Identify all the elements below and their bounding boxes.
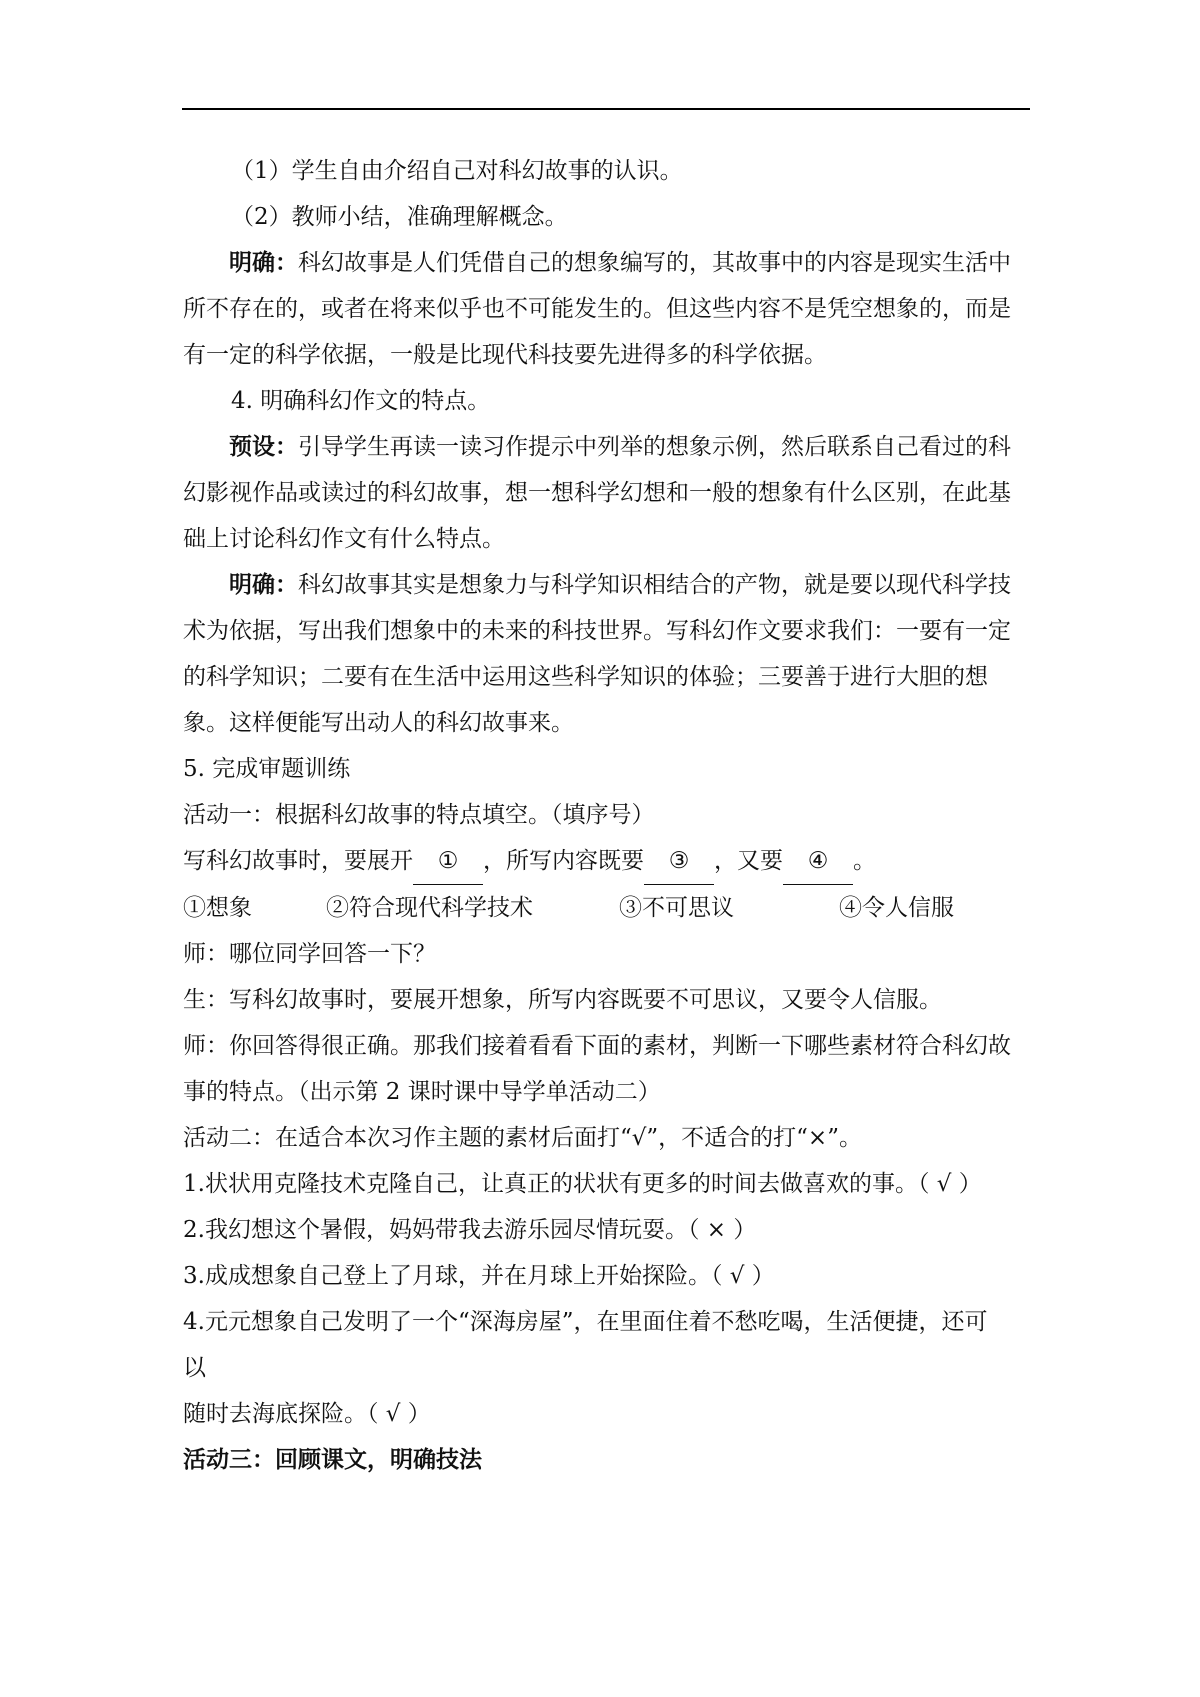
fill-text: ，所写内容既要: [483, 848, 644, 874]
option-4: ④令人信服: [839, 895, 954, 921]
preset-text: 引导学生再读一读习作提示中列举的想象示例，然后联系自己看过的科幻影视作品或读过的科幻故事，想一想科学幻想和一般的想象有什么区别，在此基础上讨论科幻作文有什么特点。: [183, 434, 1011, 552]
fill-blank-sentence: [183, 838, 1031, 885]
option-2: ②符合现代科学技术: [326, 895, 533, 921]
clarify-text: 科幻故事其实是想象力与科学知识相结合的产物，就是要以现代科学技术为依据，写出我们想象中的未来的科技世界。写科幻作文要求我们：一要有一定的科学知识；二要有在生活中运用这些科学知识的体验；三要善于进行大胆的想象。这样便能写出动人的科幻故事来。: [183, 572, 1011, 736]
clarify-paragraph-1: [183, 240, 1031, 378]
step-1-line: （1）学生自由介绍自己对科幻故事的认识。: [231, 158, 683, 184]
teacher-question: 师：哪位同学回答一下？: [183, 941, 436, 967]
fill-text: ，又要: [714, 848, 783, 874]
clarify-paragraph-2: [183, 562, 1031, 746]
preset-paragraph: [183, 424, 1031, 562]
options-row: [183, 885, 1031, 931]
student-answer: 生：写科幻故事时，要展开想象，所写内容既要不可思议，又要令人信服。: [183, 987, 942, 1013]
option-1: ①想象: [183, 895, 252, 921]
clarify-label: 明确：: [229, 249, 298, 276]
preset-label: 预设：: [229, 433, 298, 460]
fill-text: 。: [853, 848, 876, 874]
activity-3-title: 活动三：回顾课文，明确技法: [183, 1446, 482, 1473]
clarify-text: 科幻故事是人们凭借自己的想象编写的，其故事中的内容是现实生活中所不存在的，或者在将来似乎也不可能发生的。但这些内容不是凭空想象的，而是有一定的科学依据，一般是比现代科技要先进得多的科学依据。: [183, 250, 1011, 368]
activity-2-title: 活动二：在适合本次习作主题的素材后面打“√”，不适合的打“×”。: [183, 1125, 862, 1151]
header-rule: [182, 108, 1030, 110]
material-item-4-part-3: 随时去海底探险。（ √ ）: [183, 1401, 431, 1427]
fill-blank-1: ①: [413, 838, 483, 885]
activity-1-title: 活动一：根据科幻故事的特点填空。（填序号）: [183, 802, 655, 828]
section-4-heading: 4. 明确科幻作文的特点。: [231, 388, 491, 414]
section-5-heading: 5. 完成审题训练: [183, 756, 351, 782]
material-item-4-part-2: 以: [183, 1355, 206, 1381]
material-item-3: 3.成成想象自己登上了月球，并在月球上开始探险。（ √ ）: [183, 1263, 775, 1289]
material-item-4-part-1: 4.元元想象自己发明了一个“深海房屋”，在里面住着不愁吃喝，生活便捷，还可: [183, 1309, 988, 1335]
fill-text: 写科幻故事时，要展开: [183, 848, 413, 874]
document-body: [183, 148, 1031, 1483]
option-3: ③不可思议: [619, 895, 734, 921]
clarify-label: 明确：: [229, 571, 298, 598]
teacher-feedback: 师：你回答得很正确。那我们接着看看下面的素材，判断一下哪些素材符合科幻故事的特点。（出示第 2 课时课中导学单活动二）: [183, 1033, 1011, 1105]
step-2-line: （2）教师小结，准确理解概念。: [231, 204, 568, 230]
material-item-2: 2.我幻想这个暑假，妈妈带我去游乐园尽情玩耍。（ × ）: [183, 1217, 757, 1243]
fill-blank-2: ③: [644, 838, 714, 885]
material-item-1: 1.状状用克隆技术克隆自己，让真正的状状有更多的时间去做喜欢的事。（ √ ）: [183, 1171, 982, 1197]
fill-blank-3: ④: [783, 838, 853, 885]
